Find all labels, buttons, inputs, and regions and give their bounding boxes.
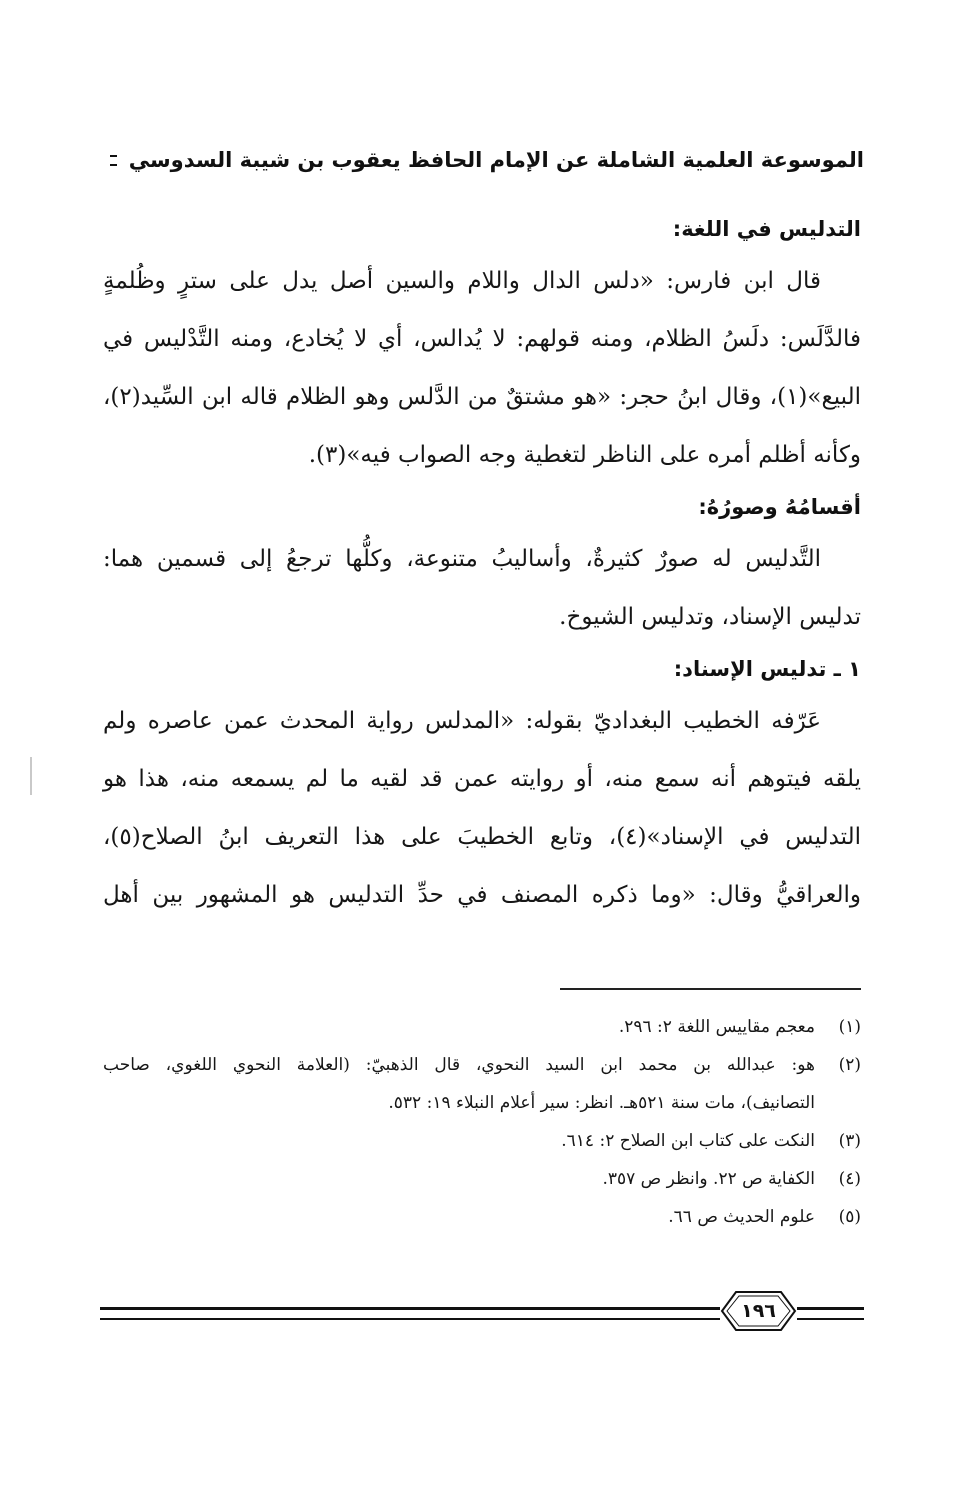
header-title: الموسوعة العلمية الشاملة عن الإمام الحافظ يعقوب بن شيبة السدوسي [128, 148, 864, 172]
paragraph-isnad-definition: عَرّفه الخطيب البغداديّ بقوله: «المدلس رواية المحدث عمن عاصره ولم يلقه فيتوهم أنه سمع منه، أو روايته عمن قد لقيه ما لم يسمعه منه، هذا هو التدليس في الإسناد»(٤)، وتابع الخطيبَ على هذا التعريف ابنُ الصلاح(٥)، والعراقيُّ وقال: «وما ذكره المصنف في حدِّ التدليس هو المشهور بين أهل [103, 708, 861, 908]
section-heading-linguistic: التدليس في اللغة: [672, 217, 861, 241]
footnote-number: (٤) [838, 1169, 861, 1189]
paragraph-types: التَّدليس له صورٌ كثيرةٌ، وأساليبُ متنوعة، وكلُّها ترجعُ إلى قسمين هما: تدليس الإسناد، وتدليس الشيوخ. [103, 546, 861, 630]
paragraph-linguistic-definition: قال ابن فارس: «دلس الدال واللام والسين أصل يدل على سترٍ وظُلمةٍ فالدَّلَس: دلَسُ الظلام، ومنه قولهم: لا يُدالس، أي لا يُخادع، ومنه التَّدْليس في البيع»(١)، وقال ابنُ حجر: «هو مشتقٌ من الدَّلس وهو الظلام قاله ابن السِّيد(٢)، وكأنه أظلم أمره على الناظر لتغطية وجه الصواب فيه»(٣). [103, 268, 861, 468]
footnote-number: (٥) [838, 1207, 861, 1227]
footnote-item [103, 1198, 861, 1236]
running-header [100, 140, 864, 180]
footnote-item [103, 1008, 861, 1046]
footnote-item [103, 1122, 861, 1160]
page-number-badge [720, 1289, 797, 1333]
footnote-text: هو: عبدالله بن محمد ابن السيد النحوي، قال الذهبيّ: (العلامة النحوي اللغوي، صاحب [103, 1055, 815, 1075]
footnote-text: علوم الحديث ص ٦٦. [668, 1207, 815, 1227]
footnote-text: الكفاية ص ٢٢. وانظر ص ٣٥٧. [602, 1169, 815, 1189]
footnote-number: (٣) [838, 1131, 861, 1151]
footer-rule-left [100, 1307, 720, 1320]
footnote-text: معجم مقاييس اللغة ٢: ٢٩٦. [618, 1017, 815, 1037]
footnote-text: النكت على كتاب ابن الصلاح ٢: ٦١٤. [561, 1131, 815, 1151]
footnote-number: (٢) [838, 1055, 861, 1075]
scan-artifact [30, 757, 32, 795]
footer-rule-right [797, 1307, 864, 1320]
footnote-item [103, 1160, 861, 1198]
footnote-item [103, 1046, 861, 1084]
section-heading-isnad: ١ ـ تدليس الإسناد: [673, 657, 861, 681]
footnote-continuation: التصانيف)، مات سنة ٥٢١هـ. انظر: سير أعلام النبلاء ١٩: ٥٣٢. [388, 1093, 815, 1113]
footnote-separator [560, 988, 861, 990]
header-short-rule [110, 155, 117, 166]
footnotes [103, 1008, 861, 1236]
footnote-number: (١) [838, 1017, 861, 1037]
page-number: ١٩٦ [741, 1300, 776, 1322]
page-body [103, 206, 861, 924]
section-heading-types: أقسامُهُ وصورُهُ: [698, 495, 861, 519]
